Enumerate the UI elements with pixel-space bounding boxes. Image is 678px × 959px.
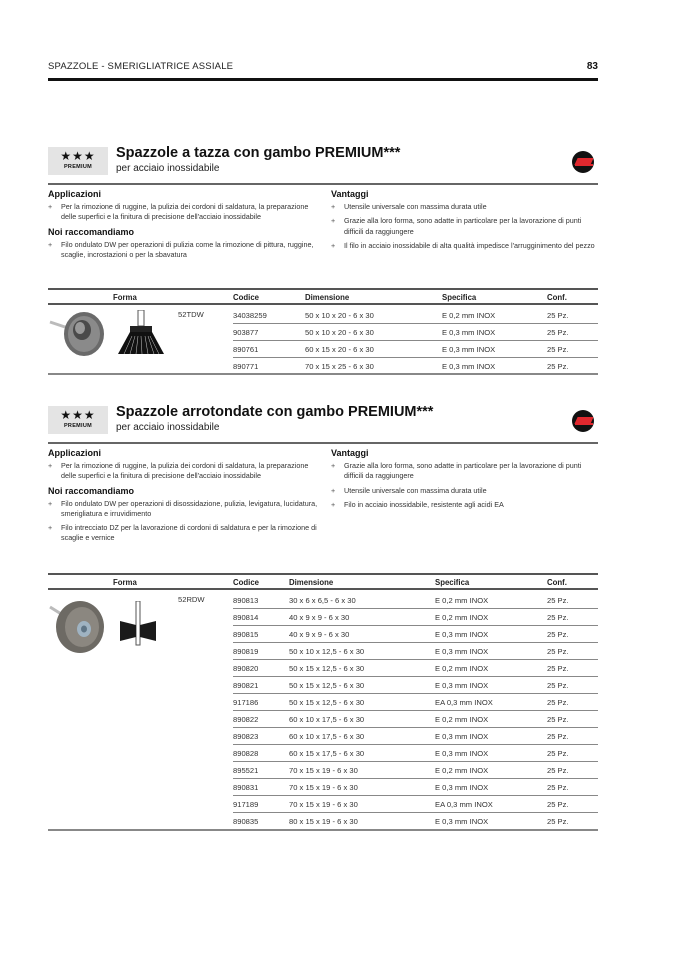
plus-bullet-icon: + [48, 202, 53, 211]
list-item: + Il filo in acciaio inossidabile di alta qualità impedisce l'arrugginimento del pezzo [331, 240, 595, 250]
premium-label: PREMIUM [63, 423, 93, 429]
plus-bullet-icon: + [48, 523, 53, 533]
wheel-brush-diagram [118, 601, 158, 647]
section-title: SPAZZOLE - SMERIGLIATRICE ASSIALE [48, 61, 234, 72]
list-item: + Grazie alla loro forma, sono adatte in particolare per la lavorazione di punti difficili da raggiungere [331, 461, 582, 481]
premium-label: PREMIUM [63, 164, 93, 170]
plus-bullet-icon: + [331, 485, 336, 495]
right-column [331, 448, 598, 514]
plus-bullet-icon: + [331, 216, 336, 226]
list-item: + Filo ondulato DW per operazioni di disossidazione, pulizia, levigatura, lucidatura, smerigliatura e irruvidimento [48, 498, 318, 518]
table-row: 890814 40 x 9 x 9 - 6 x 30 E 0,2 mm INOX 25 Pz. [233, 609, 598, 626]
vantaggi-list [331, 461, 598, 510]
table-row: 890822 60 x 10 x 17,5 - 6 x 30 E 0,2 mm INOX 25 Pz. [233, 711, 598, 728]
table-row: 890761 60 x 15 x 20 - 6 x 30 E 0,3 mm INOX 25 Pz. [233, 341, 598, 358]
raccomandiamo-list [48, 240, 318, 261]
stars-icon: ★★★ [60, 149, 96, 163]
cup-brush-diagram [116, 310, 166, 356]
product-header [48, 404, 598, 438]
vantaggi-heading: Vantaggi [331, 189, 369, 199]
plus-bullet-icon: + [331, 202, 336, 211]
col-dimensione: Dimensione [305, 293, 350, 302]
header-rule [48, 78, 598, 81]
list-item: + Utensile universale con massima durata utile [331, 485, 487, 495]
product-table-52rdw [48, 573, 598, 825]
col-specifica: Specifica [442, 293, 477, 302]
list-item: + Per la rimozione di ruggine, la pulizia dei cordoni di saldatura, la preparazione delle superfici e la finitura di precisione dell'acciaio inossidabile [48, 202, 309, 222]
stars-icon: ★★★ [60, 408, 96, 422]
table-bottom-rule [48, 373, 598, 375]
table-row: 890820 50 x 15 x 12,5 - 6 x 30 E 0,2 mm INOX 25 Pz. [233, 660, 598, 677]
product-subtitle: per acciaio inossidabile [116, 422, 220, 433]
header-divider [48, 442, 598, 444]
type-code: 52RDW [178, 595, 205, 604]
brand-logo-icon [572, 151, 594, 173]
page-header [48, 61, 598, 81]
table-row: 890823 60 x 10 x 17,5 - 6 x 30 E 0,3 mm INOX 25 Pz. [233, 728, 598, 745]
list-item: + Utensile universale con massima durata utile [331, 202, 487, 211]
list-item: + Per la rimozione di ruggine, la pulizia dei cordoni di saldatura, la preparazione delle superfici e la finitura di precisione dell'acciaio inossidabile [48, 461, 309, 481]
table-row: 890819 50 x 10 x 12,5 - 6 x 30 E 0,3 mm INOX 25 Pz. [233, 643, 598, 660]
col-dimensione: Dimensione [289, 578, 334, 587]
type-code: 52TDW [178, 310, 204, 319]
page-number: 83 [586, 61, 598, 72]
plus-bullet-icon: + [331, 461, 336, 470]
col-specifica: Specifica [435, 578, 470, 587]
table-row: 895521 70 x 15 x 19 - 6 x 30 E 0,2 mm INOX 25 Pz. [233, 762, 598, 779]
applicazioni-list [48, 202, 318, 223]
right-column [331, 189, 598, 255]
product-section-cup-brush [48, 145, 598, 259]
vantaggi-heading: Vantaggi [331, 448, 369, 458]
raccomandiamo-heading: Noi raccomandiamo [48, 485, 135, 496]
table-row: 34038259 50 x 10 x 20 - 6 x 30 E 0,2 mm INOX 25 Pz. [233, 307, 598, 324]
table-row: 890771 70 x 15 x 25 - 6 x 30 E 0,3 mm INOX 25 Pz. [233, 362, 569, 371]
plus-bullet-icon: + [331, 499, 336, 509]
raccomandiamo-heading: Noi raccomandiamo [48, 226, 135, 237]
wheel-brush-photo [48, 595, 106, 655]
list-item: + Filo ondulato DW per operazioni di pulizia come la rimozione di pittura, ruggine, scaglie, incrostazioni o per la sbavatura [48, 239, 314, 259]
header-divider [48, 183, 598, 185]
table-row: 903877 50 x 10 x 20 - 6 x 30 E 0,3 mm INOX 25 Pz. [233, 324, 598, 341]
plus-bullet-icon: + [48, 239, 53, 249]
product-title: Spazzole arrotondate con gambo PREMIUM*** [116, 404, 434, 420]
list-item: + Filo intrecciato DZ per la lavorazione di cordoni di saldatura e per la rimozione di scaglie e vernice [48, 523, 317, 543]
plus-bullet-icon: + [48, 498, 53, 508]
table-header [48, 288, 598, 305]
col-forma: Forma [113, 578, 137, 587]
table-bottom-rule [48, 829, 598, 831]
col-conf: Conf. [547, 293, 567, 302]
cup-brush-photo [48, 308, 108, 360]
table-row: 917189 70 x 15 x 19 - 6 x 30 EA 0,3 mm INOX 25 Pz. [233, 796, 598, 813]
left-column [48, 448, 318, 548]
table-row: 890821 50 x 15 x 12,5 - 6 x 30 E 0,3 mm INOX 25 Pz. [233, 677, 598, 694]
premium-badge [48, 147, 108, 175]
table-row: 890815 40 x 9 x 9 - 6 x 30 E 0,3 mm INOX 25 Pz. [233, 626, 598, 643]
brand-logo-icon [572, 410, 594, 432]
table-row: 917186 50 x 15 x 12,5 - 6 x 30 EA 0,3 mm INOX 25 Pz. [233, 694, 598, 711]
applicazioni-list [48, 461, 318, 482]
col-conf: Conf. [547, 578, 567, 587]
plus-bullet-icon: + [48, 461, 53, 470]
table-row: 890828 60 x 15 x 17,5 - 6 x 30 E 0,3 mm INOX 25 Pz. [233, 745, 598, 762]
product-title: Spazzole a tazza con gambo PREMIUM*** [116, 145, 401, 161]
product-section-wheel-brush [48, 404, 598, 543]
col-codice: Codice [233, 578, 259, 587]
table-row: 890813 30 x 6 x 6,5 - 6 x 30 E 0,2 mm INOX 25 Pz. [233, 592, 598, 609]
table-header [48, 573, 598, 590]
product-table-52tdw [48, 288, 598, 374]
vantaggi-list [331, 202, 598, 251]
left-column [48, 189, 318, 264]
col-codice: Codice [233, 293, 259, 302]
product-header [48, 145, 598, 179]
product-subtitle: per acciaio inossidabile [116, 163, 220, 174]
raccomandiamo-list [48, 499, 318, 544]
plus-bullet-icon: + [331, 240, 336, 250]
table-row: 890831 70 x 15 x 19 - 6 x 30 E 0,3 mm INOX 25 Pz. [233, 779, 598, 796]
list-item: + Filo in acciaio inossidabile, resistente agli acidi EA [331, 499, 504, 509]
list-item: + Grazie alla loro forma, sono adatte in particolare per la lavorazione di punti difficili da raggiungere [331, 216, 582, 236]
col-forma: Forma [113, 293, 137, 302]
applicazioni-heading: Applicazioni [48, 189, 102, 199]
table-row: 890835 80 x 15 x 19 - 6 x 30 E 0,3 mm INOX 25 Pz. [233, 817, 569, 826]
applicazioni-heading: Applicazioni [48, 448, 102, 458]
premium-badge [48, 406, 108, 434]
